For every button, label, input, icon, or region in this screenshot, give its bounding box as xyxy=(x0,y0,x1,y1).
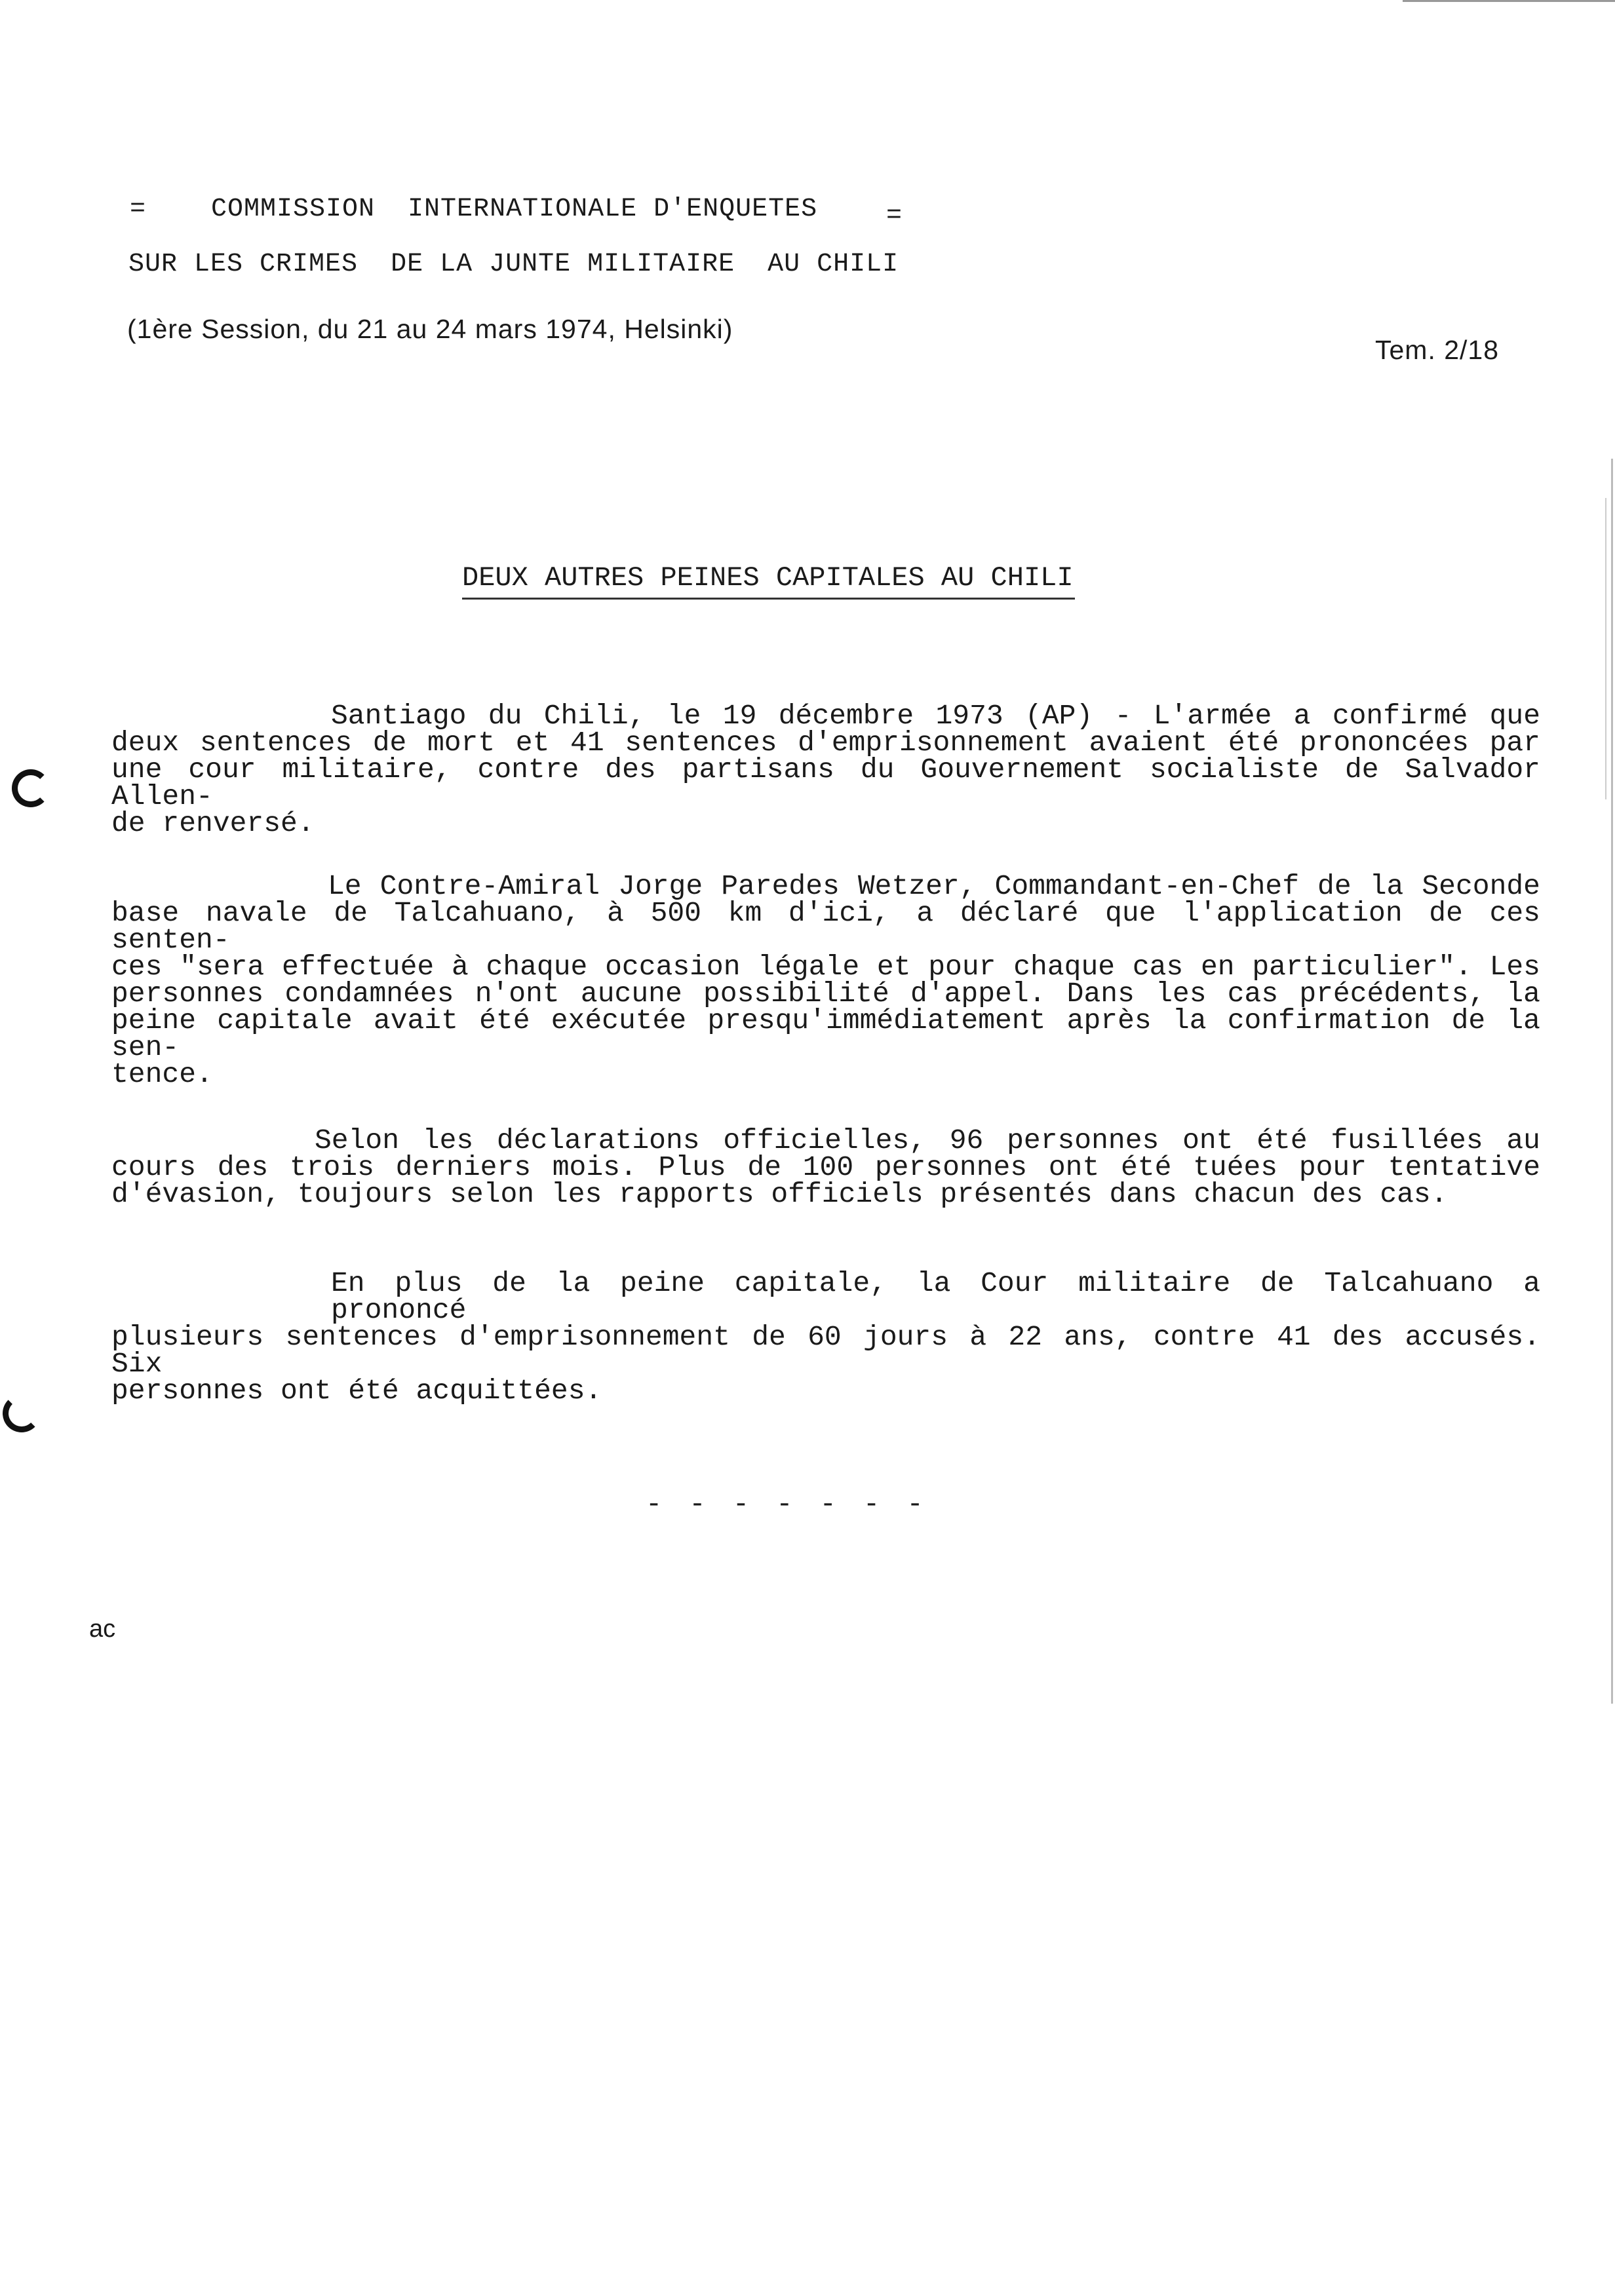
paragraph-line: une cour militaire, contre des partisans du Gouvernement socialiste de Salvador Allen- xyxy=(111,754,1540,813)
paragraph-line: personnes ont été acquittées. xyxy=(111,1375,602,1407)
paragraph-4 xyxy=(111,1267,1540,1407)
header-subtitle: SUR LES CRIMES DE LA JUNTE MILITAIRE AU CHILI xyxy=(128,250,899,279)
paragraph-line: de renversé. xyxy=(111,807,315,839)
paragraph-line: cours des trois derniers mois. Plus de 100 personnes ont été tuées pour tentative xyxy=(111,1151,1540,1183)
paragraph-line: En plus de la peine capitale, la Cour militaire de Talcahuano a prononcé xyxy=(331,1267,1540,1326)
scan-edge-top xyxy=(1403,0,1615,2)
typist-initials: ac xyxy=(89,1615,116,1643)
paragraph-line: tence. xyxy=(111,1058,213,1090)
scan-edge-right xyxy=(1611,459,1613,1704)
paragraph-line: d'évasion, toujours selon les rapports officiels présentés dans chacun des cas. xyxy=(111,1178,1448,1210)
paragraph-line: peine capitale avait été exécutée presqu'immédiatement après la confirmation de la sen- xyxy=(111,1004,1540,1063)
document-reference: Tem. 2/18 xyxy=(1375,335,1500,365)
punch-hole-bottom xyxy=(3,1394,41,1432)
header-session-info: (1ère Session, du 21 au 24 mars 1974, Helsinki) xyxy=(127,314,733,344)
header-line1-left-mark: = xyxy=(130,195,147,224)
header-commission-title: COMMISSION INTERNATIONALE D'ENQUETES xyxy=(211,195,818,224)
document-title: DEUX AUTRES PEINES CAPITALES AU CHILI xyxy=(462,562,1074,594)
paragraph-line: deux sentences de mort et 41 sentences d'emprisonnement avaient été prononcées par xyxy=(111,727,1540,759)
scan-edge-right-inner xyxy=(1605,498,1606,799)
paragraph-1 xyxy=(111,702,1540,837)
paragraph-line: Le Contre-Amiral Jorge Paredes Wetzer, Commandant-en-Chef de la Seconde xyxy=(328,870,1540,902)
title-underline xyxy=(462,598,1075,600)
header-line1-right-mark: = xyxy=(886,201,903,231)
paragraph-2 xyxy=(111,870,1540,1090)
section-separator: - - - - - - - xyxy=(646,1489,929,1520)
paragraph-line: ces "sera effectuée à chaque occasion légale et pour chaque cas en particulier". Les xyxy=(111,951,1540,983)
paragraph-line: personnes condamnées n'ont aucune possibilité d'appel. Dans les cas précédents, la xyxy=(111,978,1540,1010)
paragraph-line: Santiago du Chili, le 19 décembre 1973 (AP) - L'armée a confirmé que xyxy=(331,700,1540,732)
punch-hole-top xyxy=(12,769,50,807)
paragraph-3 xyxy=(111,1124,1540,1210)
paragraph-line: base navale de Talcahuano, à 500 km d'ici, a déclaré que l'application de ces senten- xyxy=(111,897,1540,956)
paragraph-line: plusieurs sentences d'emprisonnement de 60 jours à 22 ans, contre 41 des accusés. Six xyxy=(111,1321,1540,1380)
paragraph-line: Selon les déclarations officielles, 96 personnes ont été fusillées au xyxy=(315,1124,1540,1157)
